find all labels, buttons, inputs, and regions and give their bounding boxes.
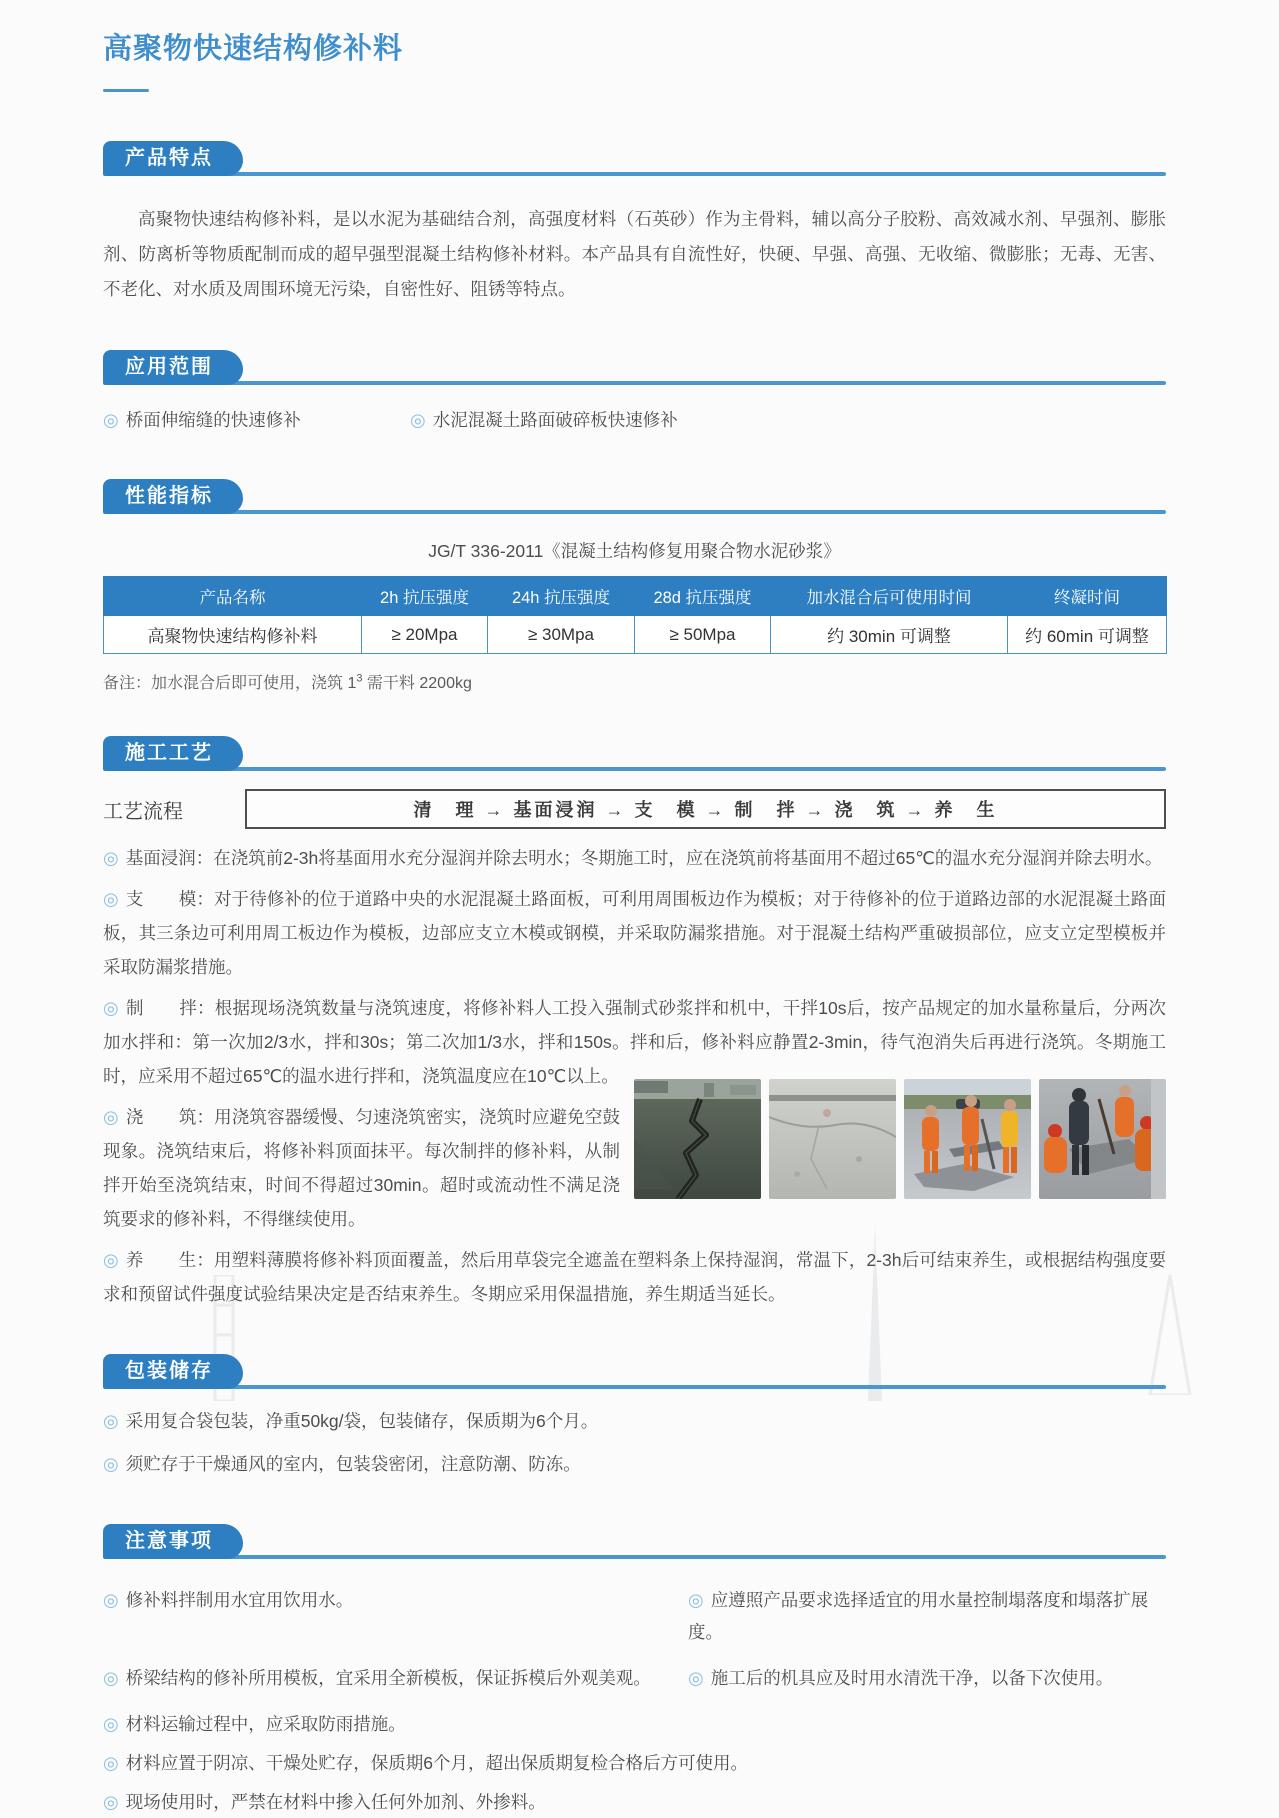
col-header-24h: 24h 抗压强度: [488, 577, 635, 616]
ring-bullet-icon: ◎: [103, 1753, 119, 1773]
section-rule: [103, 1385, 1166, 1389]
storage-item-text: 须贮存于干燥通风的室内，包装袋密闭，注意防潮、防冻。: [125, 1454, 581, 1474]
ring-bullet-icon: ◎: [103, 1411, 119, 1431]
process-step: [103, 841, 1166, 875]
ring-bullet-icon: ◎: [103, 1668, 119, 1688]
col-header-settime: 终凝时间: [1008, 577, 1167, 616]
cell-24h: ≥ 30Mpa: [488, 616, 635, 654]
footnote-superscript: 3: [356, 672, 363, 685]
section-header-applications: [103, 347, 1166, 385]
section-header-features: [103, 138, 1166, 176]
ring-bullet-icon: ◎: [688, 1590, 704, 1610]
title-underline: [103, 89, 149, 92]
section-header-process: [103, 733, 1166, 771]
performance-table: [103, 576, 1167, 654]
process-step-text: 制 拌：根据现场浇筑数量与浇筑速度，将修补料人工投入强制式砂浆拌和机中，干拌10s后，按产品规定的加水量称量后，分两次加水拌和：第一次加2/3水，拌和30s；第二次加1/3水，拌和150s。拌和后，修补料应静置2-3min，待气泡消失后再进行浇筑。冬期施工时，应采用不超过65℃的温水进行拌和，浇筑温度应在10℃以上。: [103, 998, 1166, 1086]
col-header-worktime: 加水混合后可使用时间: [771, 577, 1008, 616]
cell-settime: 约 60min 可调整: [1008, 616, 1167, 654]
section-rule: [103, 767, 1166, 771]
application-item: [410, 407, 678, 432]
ring-bullet-icon: ◎: [688, 1668, 704, 1688]
flow-label: 工艺流程: [103, 800, 183, 823]
notes-grid: [103, 1577, 1166, 1701]
note-item-text: 应遵照产品要求选择适宜的用水量控制塌落度和塌落扩展度。: [688, 1590, 1149, 1642]
storage-item-text: 采用复合袋包装，净重50kg/袋，包装储存，保质期为6个月。: [125, 1411, 599, 1431]
section-header-storage: [103, 1351, 1166, 1389]
page-title: 高聚物快速结构修补料: [103, 33, 404, 65]
photo-cracked-concrete-surface: [769, 1079, 896, 1199]
process-step-text: 浇 筑：用浇筑容器缓慢、匀速浇筑密实，浇筑时应避免空鼓现象。浇筑结束后，将修补料顶面抹平。每次制拌的修补料，从制拌开始至浇筑结束，时间不得超过30min。超时或流动性不满足浇筑要求的修补料，不得继续使用。: [103, 1107, 620, 1229]
footnote-text: 需干料 2200kg: [362, 675, 472, 692]
note-item: [688, 1584, 1166, 1648]
applications-list: [103, 407, 1166, 432]
ring-bullet-icon: ◎: [103, 410, 119, 430]
ring-bullet-icon: ◎: [103, 1792, 119, 1812]
standard-reference: JG/T 336-2011《混凝土结构修复用聚合物水泥砂浆》: [428, 541, 841, 561]
section-tab-applications: 应用范围: [103, 350, 243, 385]
photo-cracked-dark-pavement: [634, 1079, 761, 1199]
section-tab-process: 施工工艺: [103, 736, 243, 771]
cell-worktime: 约 30min 可调整: [771, 616, 1008, 654]
cell-product: 高聚物快速结构修补料: [104, 616, 362, 654]
section-header-performance: [103, 476, 1166, 514]
process-step: [103, 882, 1166, 984]
ring-bullet-icon: ◎: [103, 889, 119, 909]
note-item: [103, 1584, 688, 1648]
footnote-text: 备注：加水混合后即可使用，浇筑 1: [103, 675, 357, 692]
section-tab-performance: 性能指标: [103, 479, 243, 514]
table-footnote: [103, 670, 1166, 693]
section-rule: [103, 172, 1166, 176]
col-header-product: 产品名称: [104, 577, 362, 616]
section-tab-notes: 注意事项: [103, 1524, 243, 1559]
section-header-notes: [103, 1521, 1166, 1559]
process-step-text: 支 模：对于待修补的位于道路中央的水泥混凝土路面板，可利用周围板边作为模板；对于待修补的位于道路边部的水泥混凝土路面板，其三条边可利用周工板边作为模板，边部应支立木模或钢模，并采取防漏浆措施。对于混凝土结构严重破损部位，应支立定型模板并采取防漏浆措施。: [103, 889, 1166, 977]
ring-bullet-icon: ◎: [103, 1714, 119, 1734]
process-step: [103, 1243, 1166, 1311]
col-header-2h: 2h 抗压强度: [362, 577, 488, 616]
ring-bullet-icon: ◎: [103, 848, 119, 868]
ring-bullet-icon: ◎: [103, 1590, 119, 1610]
note-item: [103, 1708, 1166, 1740]
section-rule: [103, 1555, 1166, 1559]
note-item: [688, 1662, 1166, 1694]
ring-bullet-icon: ◎: [103, 1107, 119, 1127]
ring-bullet-icon: ◎: [103, 1454, 119, 1474]
storage-item: [103, 1448, 1166, 1481]
process-steps: [103, 841, 1166, 1311]
ring-bullet-icon: ◎: [103, 998, 119, 1018]
table-header-row: [104, 577, 1167, 616]
process-step-text: 基面浸润：在浇筑前2-3h将基面用水充分湿润并除去明水；冬期施工时，应在浇筑前将基面用不超过65℃的温水充分湿润并除去明水。: [125, 848, 1163, 868]
application-item-label: 水泥混凝土路面破碎板快速修补: [432, 410, 678, 430]
section-rule: [103, 510, 1166, 514]
process-step-text: 养 生：用塑料薄膜将修补料顶面覆盖，然后用草袋完全遮盖在塑料条上保持湿润，常温下，2-3h后可结束养生，或根据结构强度要求和预留试件强度试验结果决定是否结束养生。冬期应采用保温措施，养生期适当延长。: [103, 1250, 1166, 1304]
note-item-text: 桥梁结构的修补所用模板，宜采用全新模板，保证拆模后外观美观。: [125, 1668, 651, 1688]
application-item-label: 桥面伸缩缝的快速修补: [125, 410, 301, 430]
photo-workers-breaking-concrete: [904, 1079, 1031, 1199]
note-item-text: 修补料拌制用水宜用饮用水。: [125, 1590, 354, 1610]
note-item-text: 现场使用时，严禁在材料中掺入任何外加剂、外掺料。: [125, 1792, 546, 1812]
note-item: [103, 1786, 1166, 1818]
section-tab-features: 产品特点: [103, 141, 243, 176]
features-paragraph: 高聚物快速结构修补料，是以水泥为基础结合剂，高强度材料（石英砂）作为主骨料，辅以高分子胶粉、高效减水剂、早强剂、膨胀剂、防离析等物质配制而成的超早强型混凝土结构修补材料。本产品具有自流性好，快硬、早强、高强、无收缩、微膨胀；无毒、无害、不老化、对水质及周围环境无污染，自密性好、阻锈等特点。: [103, 209, 1166, 299]
note-item-text: 材料应置于阴凉、干燥处贮存，保质期6个月，超出保质期复检合格后方可使用。: [125, 1753, 748, 1773]
cell-28d: ≥ 50Mpa: [635, 616, 771, 654]
process-flow-row: [103, 789, 1166, 829]
section-tab-storage: 包装储存: [103, 1354, 243, 1389]
storage-item: [103, 1405, 1166, 1438]
flow-diagram: 清 理 → 基面浸润 → 支 模 → 制 拌 → 浇 筑 → 养 生: [245, 789, 1166, 829]
ring-bullet-icon: ◎: [410, 410, 426, 430]
note-item: [103, 1662, 688, 1694]
section-rule: [103, 381, 1166, 385]
process-step: [103, 991, 1166, 1093]
construction-photo-strip: [634, 1079, 1166, 1199]
table-row: [104, 616, 1167, 654]
col-header-28d: 28d 抗压强度: [635, 577, 771, 616]
application-item: [103, 407, 410, 432]
photo-workers-repairing-pavement: [1039, 1079, 1166, 1199]
cell-2h: ≥ 20Mpa: [362, 616, 488, 654]
ring-bullet-icon: ◎: [103, 1250, 119, 1270]
note-item-text: 材料运输过程中，应采取防雨措施。: [125, 1714, 406, 1734]
note-item: [103, 1747, 1166, 1779]
note-item-text: 施工后的机具应及时用水清洗干净，以备下次使用。: [710, 1668, 1114, 1688]
